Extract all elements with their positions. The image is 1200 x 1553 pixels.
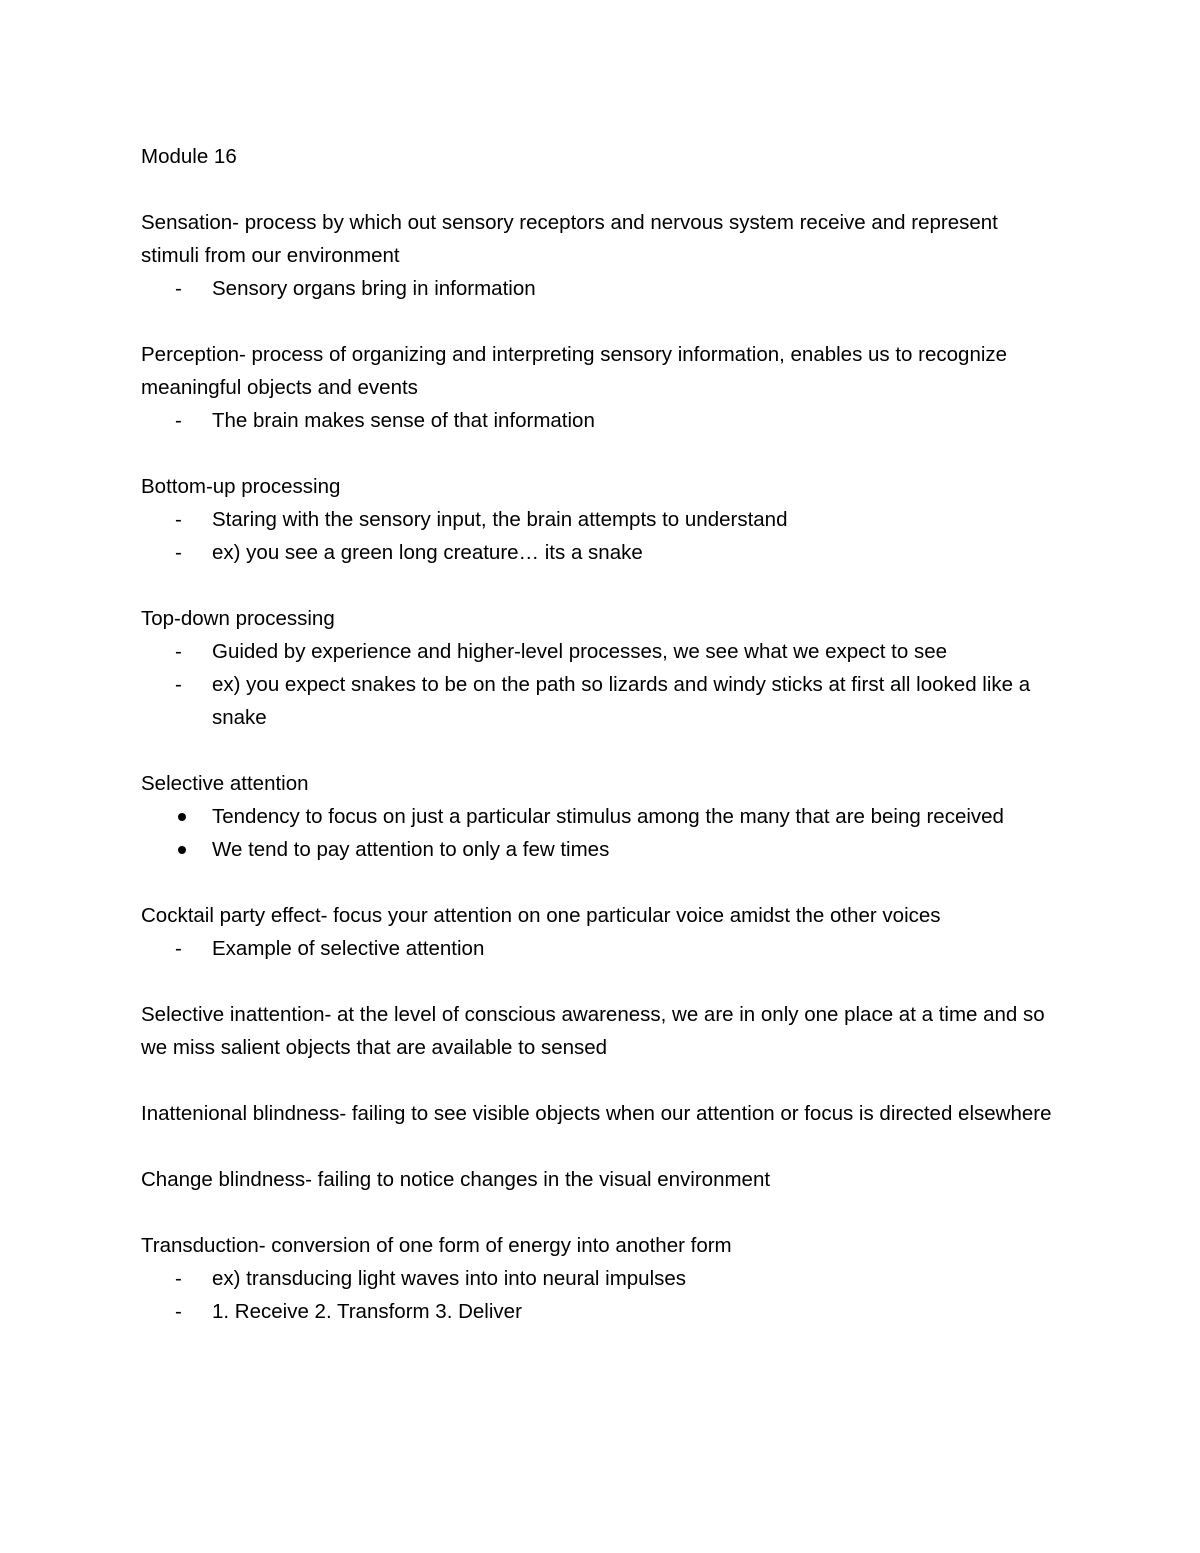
bullet-icon <box>178 846 186 854</box>
bullet-icon <box>178 813 186 821</box>
list-item <box>141 668 1061 734</box>
spacer <box>141 965 1061 998</box>
section-heading: Perception- process of organizing and interpreting sensory information, enables us to recognize meaningful objects and events <box>141 343 1008 399</box>
section-heading: Top-down processing <box>141 607 335 630</box>
list-item <box>141 404 1061 437</box>
list-item-text: ex) you see a green long creature… its a snake <box>212 541 643 564</box>
section-heading: Transduction- conversion of one form of energy into another form <box>141 1234 732 1257</box>
list-item-text: Guided by experience and higher-level processes, we see what we expect to see <box>212 640 948 663</box>
section-top-down <box>141 602 1061 734</box>
spacer <box>141 305 1061 338</box>
section-transduction <box>141 1229 1061 1328</box>
list-item <box>141 1262 1061 1295</box>
page-title: Module 16 <box>141 145 237 168</box>
section-sensation <box>141 206 1061 305</box>
section-heading: Cocktail party effect- focus your attention on one particular voice amidst the other voices <box>141 904 941 927</box>
section-cocktail-party <box>141 899 1061 965</box>
dash-marker: - <box>175 541 182 564</box>
dash-marker: - <box>175 277 182 300</box>
dash-marker: - <box>175 1267 182 1290</box>
spacer <box>141 866 1061 899</box>
list-item-text: We tend to pay attention to only a few times <box>212 838 610 861</box>
spacer <box>141 734 1061 767</box>
list-item <box>141 833 1061 866</box>
list-item <box>141 272 1061 305</box>
spacer <box>141 173 1061 206</box>
list-item-text: The brain makes sense of that information <box>212 409 595 432</box>
spacer <box>141 1064 1061 1097</box>
document-page <box>141 140 1061 1328</box>
section-perception <box>141 338 1061 437</box>
list-item-text: Staring with the sensory input, the brain attempts to understand <box>212 508 788 531</box>
section-selective-attention <box>141 767 1061 866</box>
list-item <box>141 1295 1061 1328</box>
dash-marker: - <box>175 937 182 960</box>
list-item <box>141 932 1061 965</box>
section-heading: Inattenional blindness- failing to see visible objects when our attention or focus is directed elsewhere <box>141 1102 1052 1125</box>
list-item-text: 1. Receive 2. Transform 3. Deliver <box>212 1300 522 1323</box>
list-item-text: Example of selective attention <box>212 937 485 960</box>
list-item-text: ex) transducing light waves into into neural impulses <box>212 1267 687 1290</box>
spacer <box>141 1196 1061 1229</box>
section-heading: Sensation- process by which out sensory receptors and nervous system receive and represent stimuli from our environment <box>141 211 998 267</box>
dash-marker: - <box>175 1300 182 1323</box>
spacer <box>141 1130 1061 1163</box>
list-item <box>141 800 1061 833</box>
dash-marker: - <box>175 409 182 432</box>
section-bottom-up <box>141 470 1061 569</box>
list-item-text: ex) you expect snakes to be on the path so lizards and windy sticks at first all looked like a snake <box>212 673 1031 729</box>
section-heading: Selective inattention- at the level of conscious awareness, we are in only one place at a time and so we miss salient objects that are available to sensed <box>141 1003 1045 1059</box>
list-item-text: Tendency to focus on just a particular stimulus among the many that are being received <box>212 805 1004 828</box>
section-heading: Bottom-up processing <box>141 475 341 498</box>
dash-marker: - <box>175 508 182 531</box>
list-item <box>141 536 1061 569</box>
dash-marker: - <box>175 673 182 696</box>
list-item <box>141 635 1061 668</box>
list-item-text: Sensory organs bring in information <box>212 277 536 300</box>
section-heading: Change blindness- failing to notice changes in the visual environment <box>141 1168 771 1191</box>
list-item <box>141 503 1061 536</box>
section-heading: Selective attention <box>141 772 309 795</box>
spacer <box>141 437 1061 470</box>
dash-marker: - <box>175 640 182 663</box>
spacer <box>141 569 1061 602</box>
